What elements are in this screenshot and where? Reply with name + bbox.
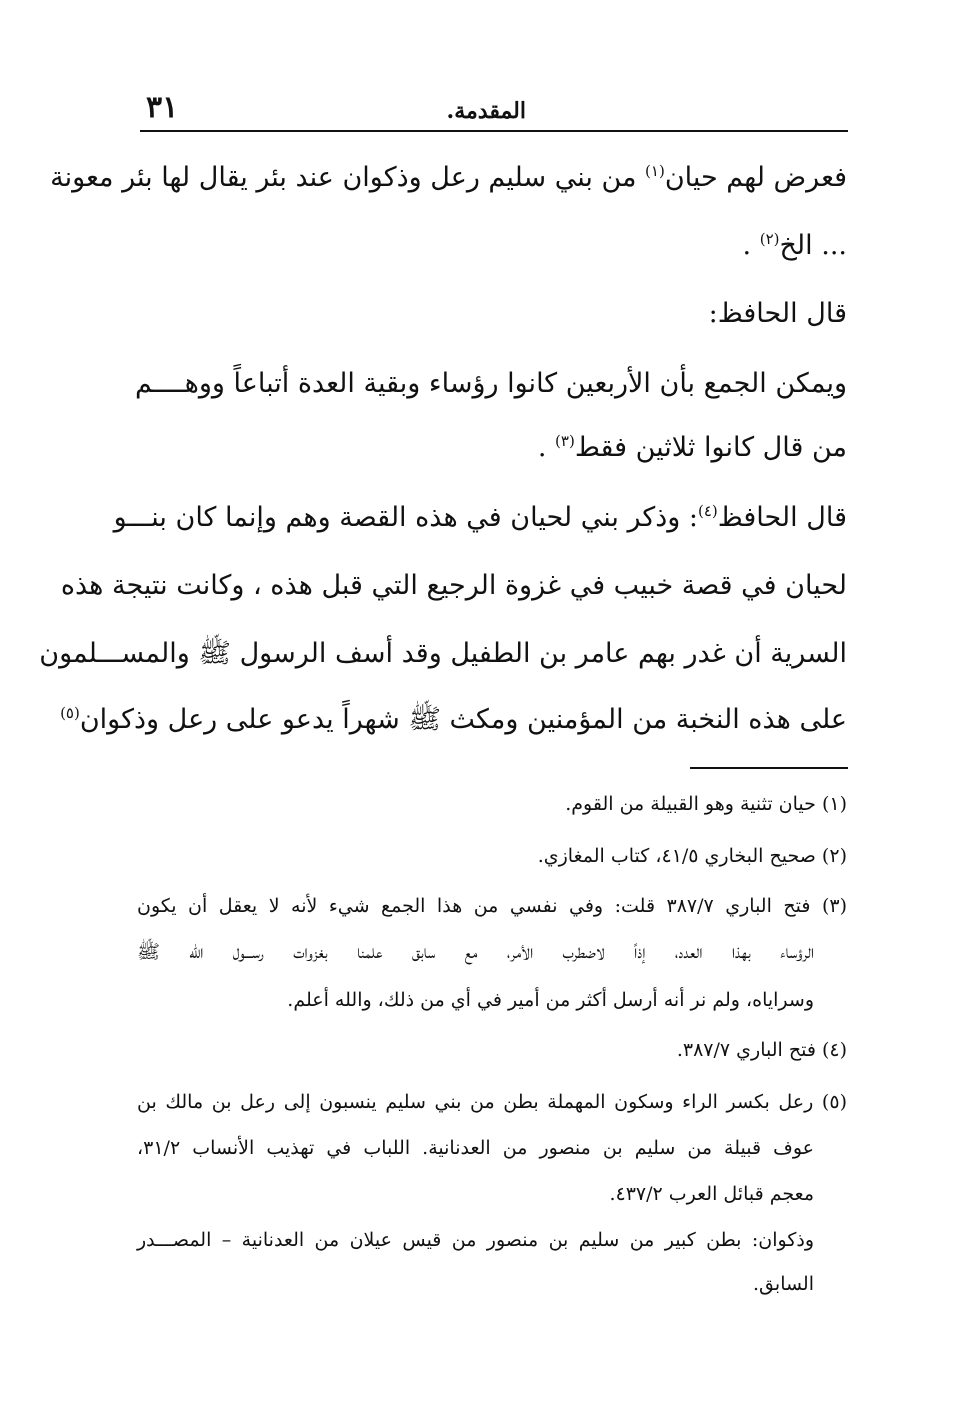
footnote-3-line-1: (٣) فتح الباري ٣٨٧/٧ قلت: وفي نفسي من هذا الجمع شيء لأنه لا يعقل أن يكون xyxy=(137,895,847,917)
page-header xyxy=(140,90,848,132)
body-text: من قال كانوا ثلاثين فقط xyxy=(574,432,847,463)
footnote-5-line-4: وذكوان: بطن كبير من سليم بن منصور من قيس عيلان من العدنانية – المصـــدر xyxy=(137,1229,814,1251)
footnote-ref: (٣) xyxy=(555,432,575,450)
footnote-1: (١) حيان تثنية وهو القبيلة من القوم. xyxy=(565,793,847,815)
footnote-ref: (١) xyxy=(645,162,665,180)
body-line-3: قال الحافظ: xyxy=(708,298,847,329)
body-text: قال الحافظ xyxy=(717,502,847,533)
body-text: من بني سليم رعل وذكوان عند بئر يقال لها بئر معونة xyxy=(50,162,646,193)
body-text: : وذكر بني لحيان في هذه القصة وهم وإنما كان بنـــو xyxy=(113,502,698,533)
footnote-2: (٢) صحيح البخاري ٤١/٥، كتاب المغازي. xyxy=(537,845,847,867)
footnote-3-line-3: وسراياه، ولم نر أنه أرسل أكثر من أمير في أي من ذلك، والله أعلم. xyxy=(287,989,814,1011)
body-text: على هذه النخبة من المؤمنين ومكث ﷺ شهراً يدعو على رعل وذكوان xyxy=(79,704,847,735)
body-text: . xyxy=(742,230,760,261)
footnote-ref: (٥) xyxy=(60,704,80,722)
header-title: المقدمة. xyxy=(446,98,526,124)
body-line-7: لحيان في قصة خبيب في غزوة الرجيع التي قبل هذه ، وكانت نتيجة هذه xyxy=(60,570,847,601)
footnote-5-line-3: معجم قبائل العرب ٤٣٧/٢. xyxy=(609,1183,814,1205)
body-line-8: السرية أن غدر بهم عامر بن الطفيل وقد أسف الرسول ﷺ والمســـلمون xyxy=(39,638,847,669)
footnote-3-line-2: الرؤساء بهذا العدد، إذاً لاضطرب الأمر، مع سابق علمنا بغزوات رســـول الله ﷺ xyxy=(137,941,814,963)
footnote-separator xyxy=(690,767,848,769)
page-number: ٣١ xyxy=(146,90,179,125)
footnote-ref: (٢) xyxy=(759,230,780,248)
body-line-1 xyxy=(50,158,847,198)
footnote-5-line-5: السابق. xyxy=(753,1273,814,1295)
body-line-4: ويمكن الجمع بأن الأربعين كانوا رؤساء وبقية العدة أتباعاً ووهــــم xyxy=(135,368,847,399)
body-text: فعرض لهم حيان xyxy=(664,162,847,193)
body-text: . xyxy=(537,432,556,463)
body-line-9 xyxy=(60,700,847,740)
footnote-5-line-2: عوف قبيلة من سليم بن منصور من العدنانية. اللباب في تهذيب الأنساب ٣١/٢، xyxy=(137,1137,814,1159)
footnote-ref: (٤) xyxy=(697,502,718,520)
body-line-2 xyxy=(137,226,847,266)
body-line-5 xyxy=(137,428,847,468)
body-line-6 xyxy=(113,498,847,538)
body-text: ... الخ xyxy=(779,230,847,261)
footnote-5-line-1: (٥) رعل بكسر الراء وسكون المهملة بطن من بني سليم ينسبون إلى رعل بن مالك بن xyxy=(137,1091,847,1113)
footnote-4: (٤) فتح الباري ٣٨٧/٧. xyxy=(676,1039,847,1061)
